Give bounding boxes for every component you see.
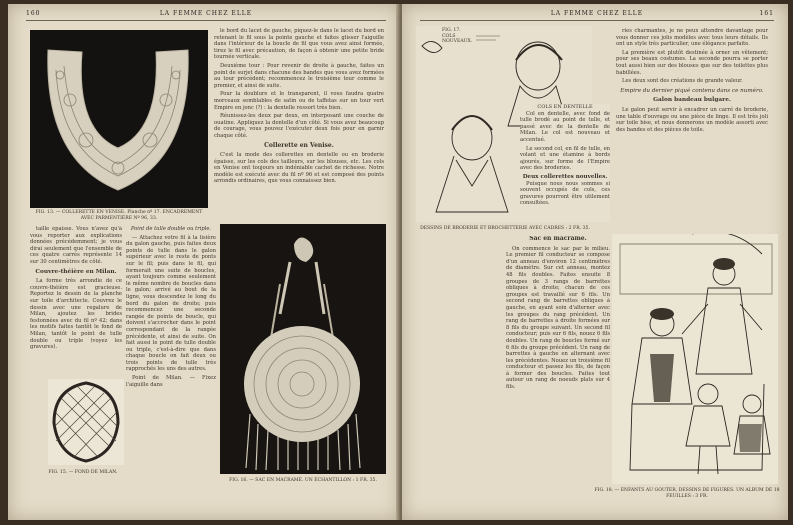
- milan-fond-illustration: [48, 379, 124, 465]
- heading-galon: Galon bandeau bulgare.: [653, 97, 731, 104]
- left-middle-text: [126, 226, 216, 488]
- heading-deux-collerettes: Deux collerettes nouvelles.: [522, 173, 608, 180]
- sac-macrame-text: [506, 236, 610, 498]
- paragraph: taille épaisse. Vous n'avez qu'à vous reporter aux explications données précédemment; je vous dirai seulement que l'ensemble de ces quatre carrés représente 14 sur 30 centimètres de côté.: [30, 226, 122, 265]
- fig15-caption: FIG. 15. — FOND DE MILAN.: [48, 470, 118, 475]
- right-running-title: LA FEMME CHEZ ELLE: [550, 10, 644, 17]
- right-page-number: 161: [759, 10, 774, 17]
- left-page-number: 160: [26, 10, 41, 17]
- collars-label: COLS EN DENTELLE: [537, 104, 593, 110]
- paragraph: Col en dentelle, avec fond de tulle brodé au point de tulle, et passé avec de la dentelle de Milan. Le col est nouveau et accentué.: [520, 110, 610, 143]
- fig16-caption: FIG. 16. — SAC EN MACRAMÉ. UN ÉCHANTILLON : 1 FR. 35.: [229, 478, 377, 483]
- paragraph: Puisque nous nous sommes si souvent occupés de cols, ces gravures pourront être utilement consultées.: [520, 180, 610, 207]
- collar-photo: [30, 30, 208, 208]
- heading-sac-macrame: Sac en macramé.: [529, 236, 587, 242]
- paragraph: Les deux sont des créations de grande valeur.: [622, 78, 743, 85]
- paragraph: Point de Milan. — Fixez l'aiguille dans: [126, 375, 216, 388]
- fig17-label: FIG. 17. COLS NOUVEAUX.: [442, 28, 473, 44]
- right-running-head: [420, 10, 774, 21]
- left-page: [8, 4, 400, 520]
- paragraph: Pour la doublure et le transparent, il vous faudra quatre morceaux semblables de satin ou de taffetas sur un tour vert Empire en jonc (?) : la dentelle ressort très bien.: [214, 91, 384, 111]
- left-running-head: [26, 10, 386, 21]
- paragraph: le bord du lacet de gauche, piquez-le dans le lacet du bord en retenant le fil sous la pointe gauche et faites glisser l'aiguille dans l'intérieur de la boucle de fil que vous avez ainsi formée, tirez le fil avec précaution, de façon à obtenir une petite bride tournée verticale.: [214, 28, 384, 61]
- collars-caption: DESSINS DE BRODERIE ET BROCHETTERIE AVEC CADRES : 2 FR. 35.: [420, 226, 590, 231]
- paragraph: ries charmantes, je ne peux attendre davantage pour vous donner ces jolis modèles avec tous leurs détails. Ils ont un style très particulier, une élégance parfaite.: [616, 28, 768, 48]
- paragraph: C'est la mode des collerettes en dentelle ou en broderie épaisse, sur les cols des tailleurs, sur les blouses, etc. Les cols en Venise ont toujours un indéniable cachet de richesse. Notre modèle est exécuté avec du fil nº 96 et est composé des points arrondis ordinaires, que vous connaissez bien.: [214, 152, 384, 185]
- left-column-top-text: [214, 28, 384, 218]
- heading-couvre-theiere: Couvre-théière en Milan.: [35, 268, 117, 275]
- macrame-bag-photo: [220, 224, 386, 474]
- heading-point-tulle: Point de tulle double ou triple.: [130, 226, 212, 232]
- left-running-title: LA FEMME CHEZ ELLE: [159, 10, 253, 17]
- paragraph: La forme très arrondie de ce couvre-théière est gracieuse. Reportez le dessin de la planche sur toile d'architecte. Couvrez le dessin avec une regalure de Milan, ajoutez les brides festonnées avec du fil nº 42; dans les motifs faites tantôt le fond de Milan, tantôt le point de tulle double ou triple (voyez les gravures).: [30, 278, 122, 351]
- right-page: [402, 4, 788, 520]
- paragraph: — Attachez votre fil à la lisière du galon gauche, puis faites deux points de tulle dans le galon supérieur avec le reste de ponts sur le fil; puis dans le fil, qui formerait une suite de boucles, ayant toujours comme seulement le même nombre de boucles dans le galon; arrivé au bout de la ligne, vous descendez le long du bord du galon de droite; puis recommencez une seconde rangée de points de boucle, qui doivent s'accrocher dans le point correspondant de la rangée précédente, et ainsi de suite. On fait aussi le point de tulle double ou triple, c'est-à-dire que dans chaque boucle on fait deux ou trois points de tulle très rapprochés les uns des autres.: [126, 234, 216, 373]
- heading-collerette: Collerette en Venise.: [264, 141, 334, 149]
- fig18-caption: FIG. 18. — ENFANTS AU GOUTER, DESSINS DE FIGURES. UN ALBUM DE 18 FEUILLES : 3 FR.: [594, 488, 780, 499]
- paragraph: Le galon peut servir à encadrer un carré de broderie, une table d'ouvrage ou une pièce de linge. Il est très joli sur toile bise, et nous donnerons un modèle assorti avec des bandes et des pièces de toile.: [616, 106, 768, 133]
- heading-empire: Empire du dernier piqué contenu dans ce numéro.: [620, 87, 764, 94]
- paragraph: Le second col, en fil de tulle, en volant et une étamine à bords ajourés, sur forme de l'Empire avec des broderies.: [520, 145, 610, 172]
- paragraph: Réunissez-les deux par deux, en interposant une couche de ouatine. Appliquez la dentelle d'un côté. Si vous avez beaucoup de courage, vous pouvez l'exécuter deux fois pour en garnir chaque côté.: [214, 113, 384, 139]
- fig13-caption: FIG. 13. — COLLERETTE EN VENISE. Planche nº 17. ENCADREMENT AVEC PARMENTIÈRE Nº 96, 33.: [35, 210, 203, 221]
- left-bottom-text: [30, 226, 122, 376]
- collars-text: [520, 104, 610, 222]
- right-column-text: [616, 28, 768, 228]
- paragraph: On commence le sac par le milieu. Le premier fil conducteur se compose d'un anneau d'environ 12 centimètres de diamètre. Sur cet anneau, montez 48 fils doubles. Faites ensuite 8 groupes de 3 rangs de barrettes obliques à droite; chacun de ces groupes est travaillé sur 6 fils. Un second rang de barrettes obliques à gauche, en ayant soin d'alterner avec les groupes du rang précédent. Un rang de barrettes à droite formées sur 8 fils du groupe suivant. Un second fil conducteur; puis sur 6 fils, nouez 6 fils doubles. Un rang de boucles formé sur 6 fils du groupe précédent. Un rang de barrettes à gauche en alternant avec les précédentes. Nouez un troisième fil conducteur et passez les fils, de façon à former des boucles. Faites tout autour un rang de noeuds plats sur 4 fils.: [506, 245, 610, 391]
- children-illustration: [612, 234, 778, 484]
- magazine-spread: [8, 4, 788, 520]
- paragraph: La première est plutôt destinée à orner un vêtement; pour ses beaux costumes. La seconde pourra se porter tout aussi bien sur des blouses que sur des toilettes plus habillées.: [616, 49, 768, 76]
- paragraph: Deuxième tour : Pour revenir de droite à gauche, faites un point de surjet dans chacune des bandes que vous avez formées au tour précédent; recommencez le troisième tour comme le premier, et ainsi de suite.: [214, 62, 384, 89]
